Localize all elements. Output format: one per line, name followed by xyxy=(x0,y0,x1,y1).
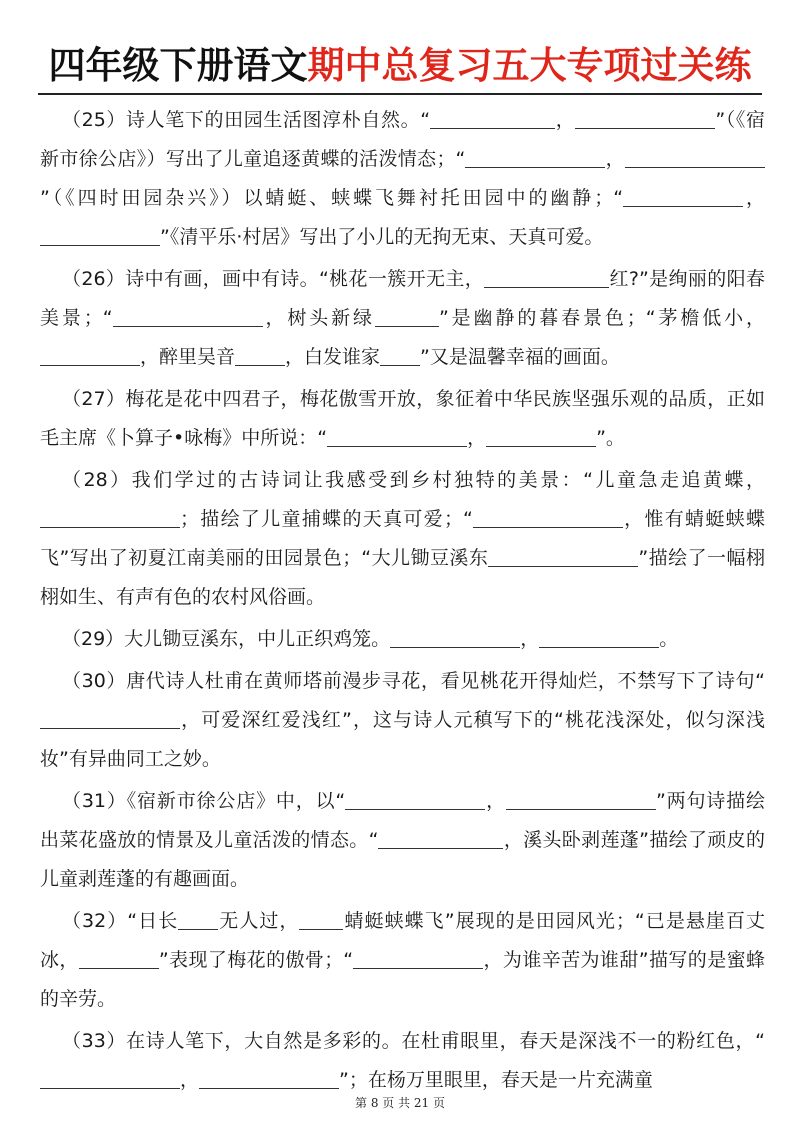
answer-blank[interactable] xyxy=(375,304,439,327)
question-text: ， xyxy=(180,1069,200,1091)
answer-blank[interactable] xyxy=(353,946,483,969)
question-30 xyxy=(40,662,765,779)
answer-blank[interactable] xyxy=(235,343,285,366)
question-text: ， xyxy=(520,628,540,650)
question-32 xyxy=(40,902,765,1019)
title-grade-part: 四年级下册语文 xyxy=(48,44,308,87)
answer-blank[interactable] xyxy=(390,625,520,648)
answer-blank[interactable] xyxy=(40,706,180,729)
answer-blank[interactable] xyxy=(345,787,485,810)
question-text: ， xyxy=(467,427,487,449)
answer-blank[interactable] xyxy=(625,145,765,168)
question-text: ， xyxy=(555,109,576,131)
question-text: ，为谁辛苦为谁甜”描写的是蜜蜂的辛劳。 xyxy=(40,949,765,1010)
question-text: （31）《宿新市徐公店》中，以“ xyxy=(62,790,346,812)
question-text: ”（《宿新市徐公店》）写出了儿童追逐黄蝶的活泼情态；“ xyxy=(40,109,765,170)
answer-blank[interactable] xyxy=(327,424,467,447)
question-26 xyxy=(40,260,765,377)
question-text: ”（《四时田园杂兴》）以蜻蜓、蛱蝶飞舞衬托田园中的幽静；“ xyxy=(40,187,624,209)
answer-blank[interactable] xyxy=(40,223,160,246)
question-text: 。 xyxy=(659,628,679,650)
question-text: ”。 xyxy=(596,427,625,449)
question-text: ”表现了梅花的傲骨；“ xyxy=(158,949,354,971)
question-text: （28）我们学过的古诗词让我感受到乡村独特的美景：“儿童急走追黄蝶， xyxy=(62,469,765,491)
answer-blank[interactable] xyxy=(575,106,715,129)
question-text: ”；在杨万里眼里，春天是一片充满童 xyxy=(339,1069,653,1091)
question-text: ，树头新绿 xyxy=(262,307,375,329)
question-text: ，惟有蜻蜓蛱蝶飞”写出了初夏江南美丽的田园景色；“大儿锄豆溪东 xyxy=(40,508,765,569)
question-text: ”是幽静的暮春景色；“茅檐低小， xyxy=(438,307,766,329)
question-text: ；描绘了儿童捕蝶的天真可爱；“ xyxy=(180,508,473,530)
question-text: （33）在诗人笔下，大自然是多彩的。在杜甫眼里，春天是深浅不一的粉红色，“ xyxy=(62,1030,765,1052)
question-text: （27）梅花是花中四君子，梅花傲雪开放，象征着中华民族坚强乐观的品质，正如毛主席《卜算子•咏梅》中所说：“ xyxy=(40,388,765,449)
question-text: ， xyxy=(605,148,625,170)
answer-blank[interactable] xyxy=(378,826,503,849)
question-text: （26）诗中有画，画中有诗。“桃花一簇开无主， xyxy=(62,268,485,290)
answer-blank[interactable] xyxy=(40,505,180,528)
question-33 xyxy=(40,1022,765,1100)
question-text: （30）唐代诗人杜甫在黄师塔前漫步寻花，看见桃花开得灿烂，不禁写下了诗句“ xyxy=(62,670,765,692)
answer-blank[interactable] xyxy=(430,106,555,129)
question-text: ，醉里吴音 xyxy=(140,346,236,368)
question-text: 红?”是绚丽的阳春美景；“ xyxy=(40,268,765,329)
answer-blank[interactable] xyxy=(539,625,659,648)
answer-blank[interactable] xyxy=(40,1066,180,1089)
question-25 xyxy=(40,101,765,257)
question-text: ”《清平乐·村居》写出了小儿的无拘无束、天真可爱。 xyxy=(160,226,604,248)
answer-blank[interactable] xyxy=(113,304,263,327)
question-31 xyxy=(40,782,765,899)
answer-blank[interactable] xyxy=(473,505,623,528)
answer-blank[interactable] xyxy=(484,265,609,288)
question-text: ， xyxy=(485,790,506,812)
question-text: （32）“日长 xyxy=(62,910,179,932)
page-title xyxy=(0,40,800,92)
answer-blank[interactable] xyxy=(178,907,218,930)
answer-blank[interactable] xyxy=(465,145,605,168)
question-text: ”又是温馨幸福的画面。 xyxy=(420,346,620,368)
answer-blank[interactable] xyxy=(488,544,638,567)
question-28 xyxy=(40,461,765,617)
answer-blank[interactable] xyxy=(79,946,159,969)
answer-blank[interactable] xyxy=(486,424,596,447)
question-text: ，可爱深红爱浅红”，这与诗人元稹写下的“桃花浅深处，似匀深浅妆”有异曲同工之妙。 xyxy=(40,709,765,770)
question-text: ”描绘了一幅栩栩如生、有声有色的农村风俗画。 xyxy=(40,547,765,608)
question-text: 无人过， xyxy=(218,910,300,932)
answer-blank[interactable] xyxy=(506,787,656,810)
question-text: ，溪头卧剥莲蓬”描绘了顽皮的儿童剥莲蓬的有趣画面。 xyxy=(40,829,765,890)
answer-blank[interactable] xyxy=(623,184,743,207)
question-text: （25）诗人笔下的田园生活图淳朴自然。“ xyxy=(62,109,431,131)
question-text: （29）大儿锄豆溪东，中儿正织鸡笼。 xyxy=(62,628,391,650)
question-text: ， xyxy=(743,187,765,209)
page-number: 第 8 页 共 21 页 xyxy=(355,1096,445,1110)
question-text: 蜻蜓蛱蝶飞”展现的是田园风光；“已是悬崖百丈冰， xyxy=(40,910,765,971)
title-divider xyxy=(38,93,762,95)
question-text: ，白发谁家 xyxy=(285,346,381,368)
question-list xyxy=(40,101,765,1103)
answer-blank[interactable] xyxy=(380,343,420,366)
question-29 xyxy=(40,620,765,659)
question-text: ”两句诗描绘出菜花盛放的情景及儿童活泼的情态。“ xyxy=(40,790,765,851)
answer-blank[interactable] xyxy=(40,343,140,366)
answer-blank[interactable] xyxy=(199,1066,339,1089)
question-27 xyxy=(40,380,765,458)
title-topic-part: 期中总复习五大专项过关练 xyxy=(307,44,752,87)
answer-blank[interactable] xyxy=(299,907,343,930)
